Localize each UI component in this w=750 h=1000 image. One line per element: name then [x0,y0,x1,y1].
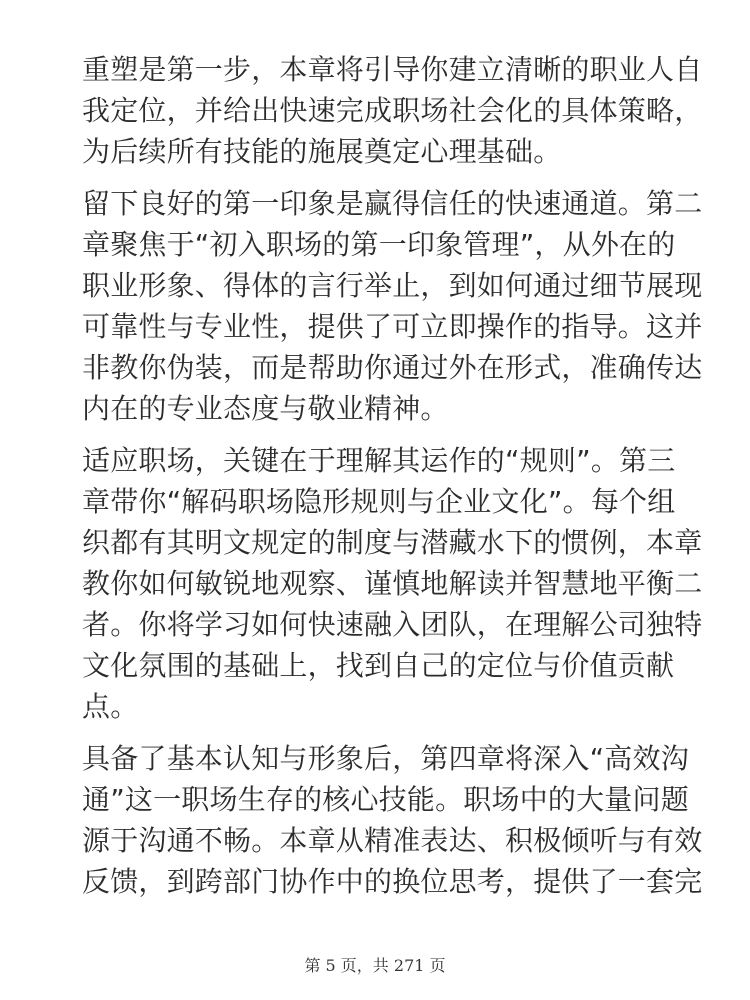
text-line: 我定位，并给出快速完成职场社会化的具体策略， [82,94,703,127]
text-line: 为后续所有技能的施展奠定心理基础。 [82,135,562,168]
body-text [82,49,703,913]
paragraph [82,183,703,429]
paragraph [82,49,703,172]
text-line: 通”这一职场生存的核心技能。职场中的大量问题 [82,783,689,816]
paragraph [82,738,703,902]
text-line: 非教你伪装，而是帮助你通过外在形式，准确传达 [82,351,703,384]
text-line: 者。你将学习如何快速融入团队，在理解公司独特 [82,608,703,641]
text-line: 留下良好的第一印象是赢得信任的快速通道。第二 [82,187,703,220]
text-line: 适应职场，关键在于理解其运作的“规则”。第三 [82,444,676,477]
text-line: 点。 [82,690,139,723]
text-line: 可靠性与专业性，提供了可立即操作的指导。这并 [82,310,703,343]
text-line: 章聚焦于“初入职场的第一印象管理”，从外在的 [82,228,676,261]
page-number-footer: 第 5 页，共 271 页 [304,956,446,975]
text-line: 教你如何敏锐地观察、谨慎地解读并智慧地平衡二 [82,567,703,600]
paragraph [82,440,703,727]
text-line: 具备了基本认知与形象后，第四章将深入“高效沟 [82,742,689,775]
text-line: 职业形象、得体的言行举止，到如何通过细节展现 [82,269,703,302]
text-line: 源于沟通不畅。本章从精准表达、积极倾听与有效 [82,824,703,857]
text-line: 重塑是第一步，本章将引导你建立清晰的职业人自 [82,53,703,86]
text-line: 章带你“解码职场隐形规则与企业文化”。每个组 [82,485,676,518]
text-line: 内在的专业态度与敬业精神。 [82,392,449,425]
text-line: 织都有其明文规定的制度与潜藏水下的惯例，本章 [82,526,703,559]
text-line: 文化氛围的基础上，找到自己的定位与价值贡献 [82,649,675,682]
text-line: 反馈，到跨部门协作中的换位思考，提供了一套完 [82,865,703,898]
